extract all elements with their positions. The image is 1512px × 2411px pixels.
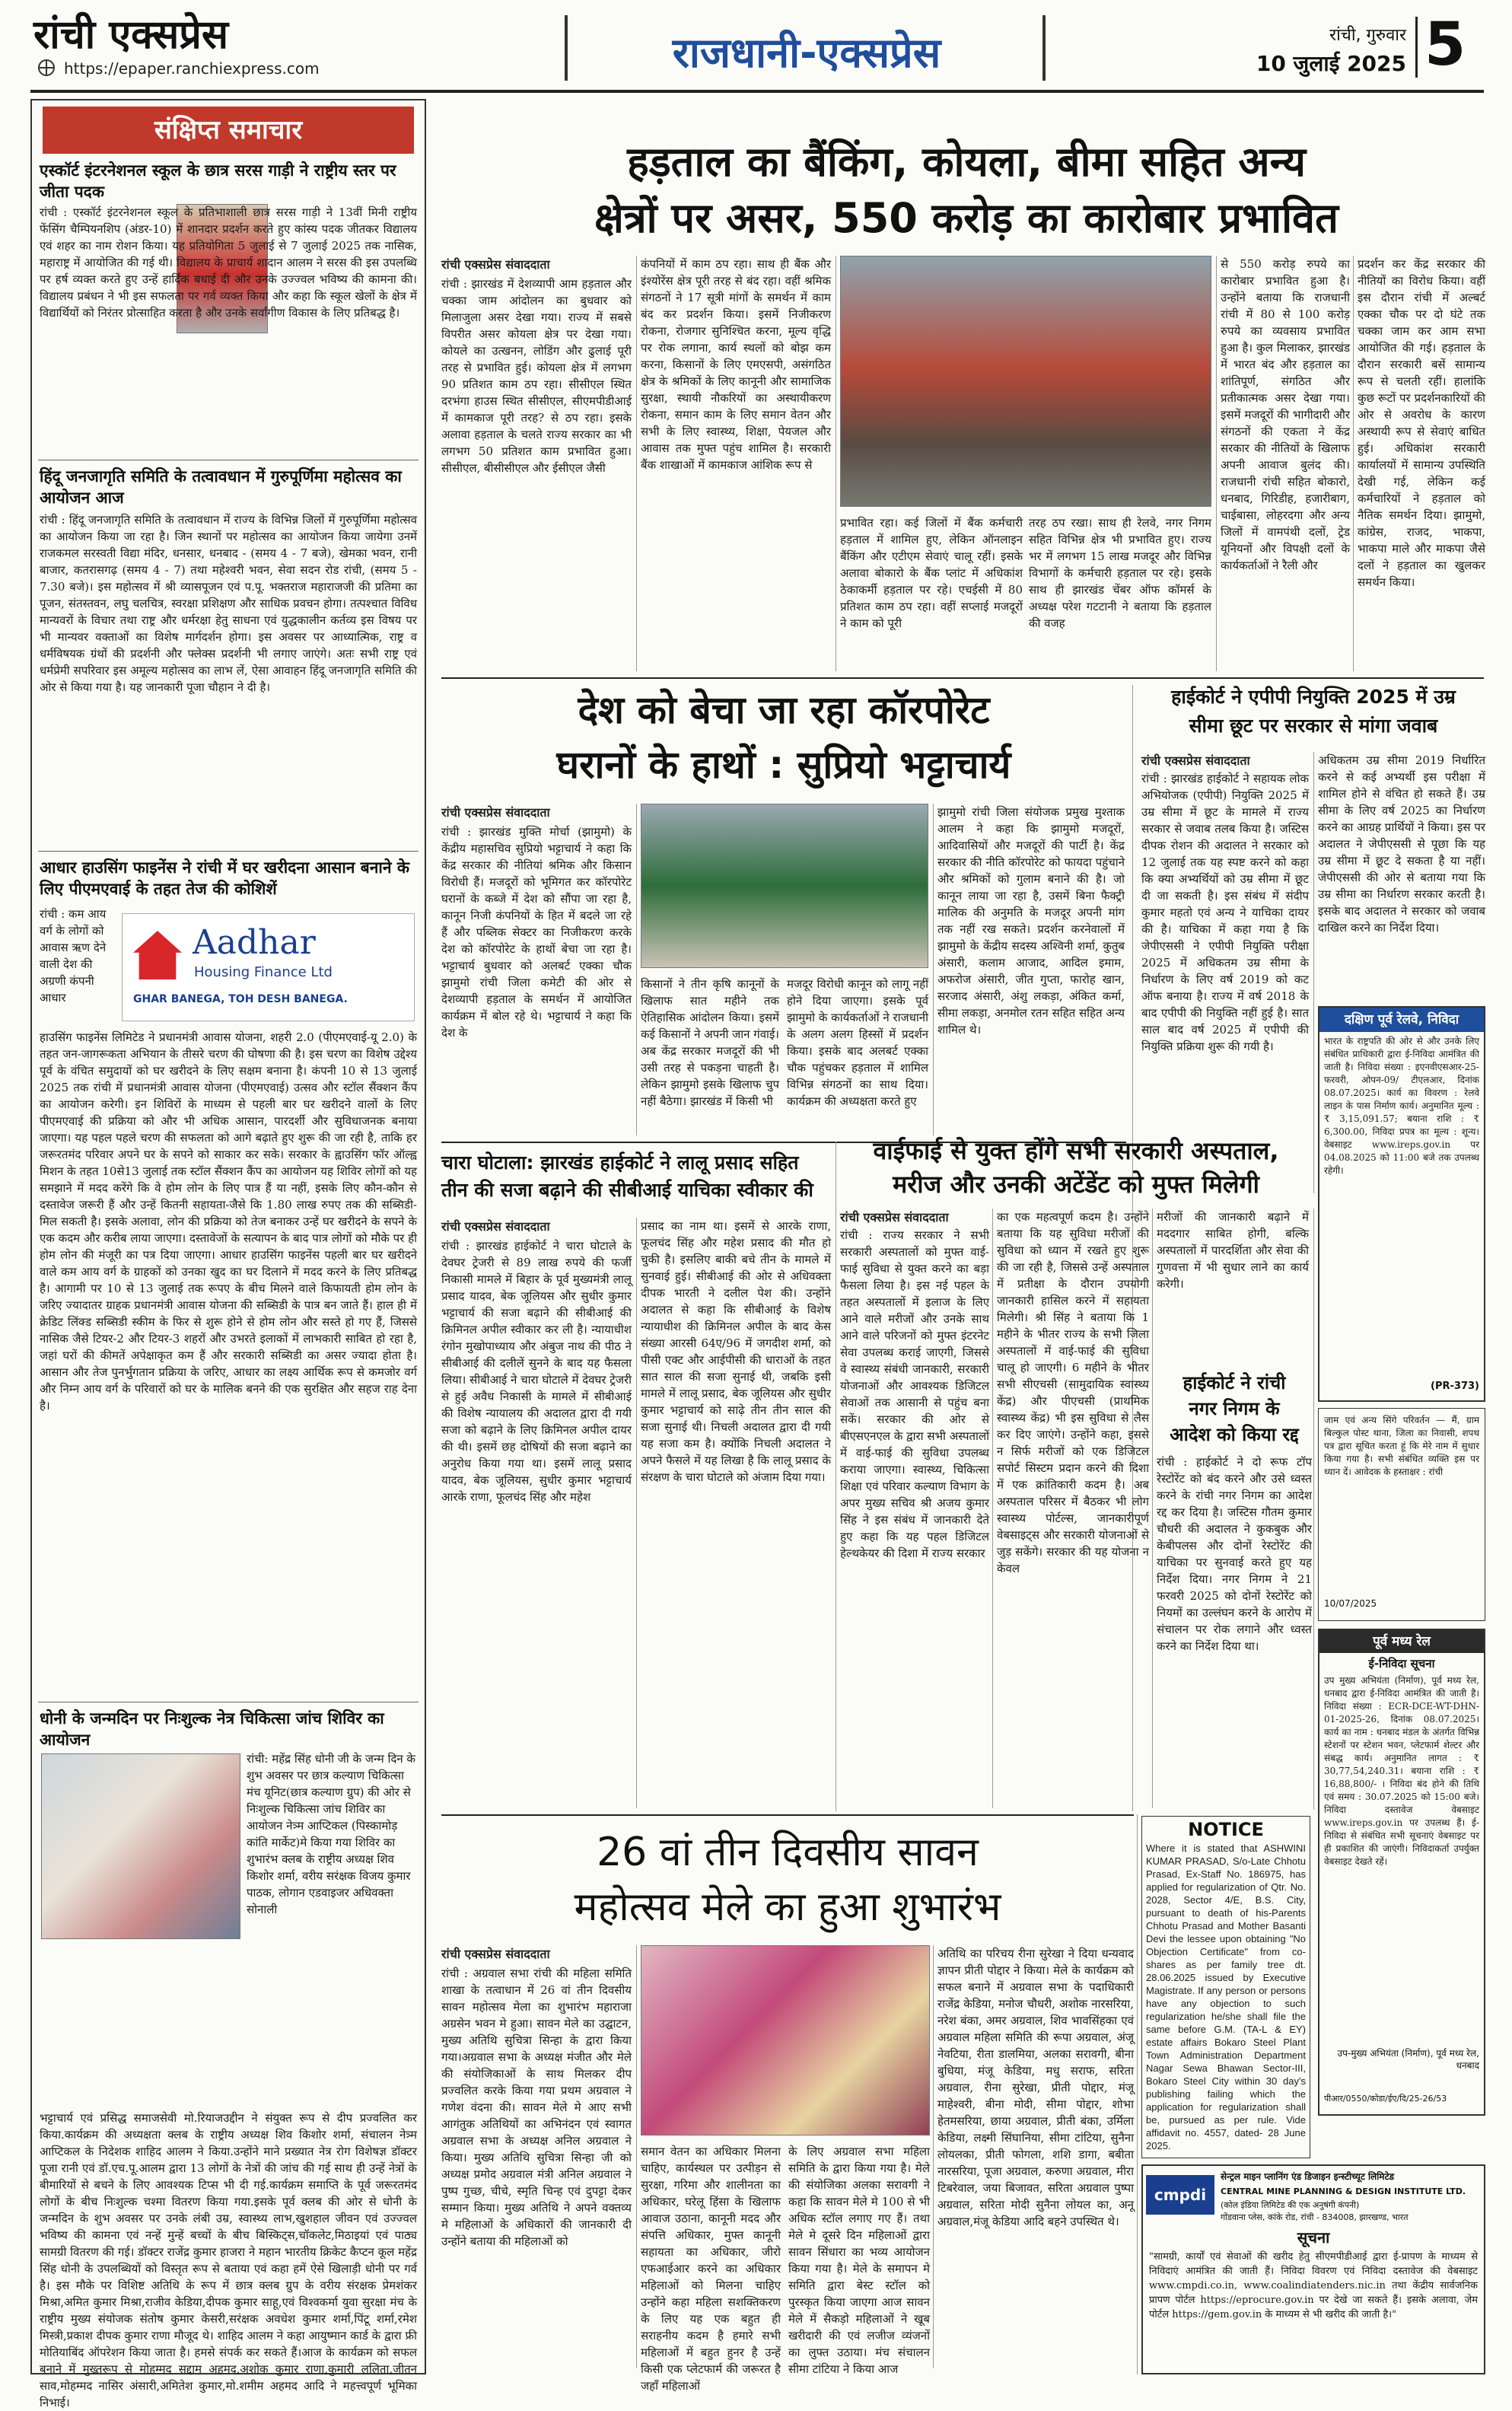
story2-col2: किसानों ने तीन कृषि कानूनों के खिलाफ सात महीने तक ऐतिहासिक आंदोलन किया। इसमें कई किसानों ने अपनी जान गंवाई। अब केंद्र सरकार मजदूरों की भी उसी तरह से पकड़ना चाहती है। लेकिन झामुमो इसके खिलाफ चुप नहीं बैठेगा। झारखंड में किसी भी xyxy=(641,977,779,1108)
cmpdi-sub: (कोल इंडिया लिमिटेड की एक अनुषंगी कंपनी) xyxy=(1221,2200,1360,2210)
tender2-sign: उप-मुख्य अभियंता (निर्माण), पूर्व मध्य रेल, धनबाद xyxy=(1337,2048,1479,2071)
story5-byline: रांची एक्सप्रेस संवाददाता xyxy=(840,1210,949,1225)
story4-byline: रांची एक्सप्रेस संवाददाता xyxy=(441,1219,550,1234)
story3-headline-line1: हाईकोर्ट ने एपीपी नियुक्ति 2025 में उम्र xyxy=(1171,686,1456,708)
story5-headline xyxy=(840,1134,1312,1201)
story5-col2: का एक महत्वपूर्ण कदम है। उन्होंने बताया कि यह सुविधा मरीजों की सुविधा को ध्यान में रखते हुए शुरू की जा रही है, जिससे उन्हें अस्पताल में प्रतीक्षा के दौरान उपयोगी जानकारी हासिल करने में सहायता मिलेगी। श्री सिंह ने बताया कि 1 महीने के भीतर राज्य के सभी जिला अस्पतालों में वाई-फाई की सुविधा चालू हो जाएगी। 6 महीने के भीतर सभी सीएचसी (सामुदायिक स्वास्थ्य केंद्र) और पीएचसी (प्राथमिक स्वास्थ्य केंद्र) भी इस सुविधा से लैस कर दिए जाएंगे। उन्होंने कहा, इससे न सिर्फ मरीजों को एक डिजिटल सपोर्ट सिस्टम प्रदान करने की दिशा में एक क्रांतिकारी कदम है। अब अस्पताल परिसर में बैठकर भी लोग स्वास्थ्य पोर्टल्स, जानकारीपूर्ण वेबसाइट्स और सरकारी योजनाओं से जुड़ सकेंगे। सरकार की यह योजना न केवल xyxy=(997,1210,1149,1575)
tender2-subtitle: ई-निविदा सूचना xyxy=(1368,1657,1435,1671)
masthead xyxy=(0,0,1512,91)
news1-headline: एस्कॉर्ट इंटरनेशनल स्कूल के छात्र सरस गाड़ी ने राष्ट्रीय स्तर पर जीता पदक xyxy=(40,161,396,201)
story5-col3: मरीजों की जानकारी बढ़ाने में मददगार साबित होगी, बल्कि अस्पतालों में पारदर्शिता और सेवा की गुणवत्ता में भी सुधार लाने का कार्य करेगी। xyxy=(1157,1210,1309,1291)
news2-body: रांची : हिंदू जनजागृति समिति के तत्वावधान में राज्य के विभिन्न जिलों में गुरुपूर्णिमा महोत्सव का आयोजन किया जा रहा है। जिन स्थानों पर महोत्सव का आयोजन किया जायेगा उनमें राजकमल सरस्वती विद्या मंदिर, धनसार, धनबाद - (समय 4 - 7 बजे), खेमका भवन, रानी बाजार, कतरासगढ़ (समय 4 - 7) तथा महेश्वरी भवन, सेवा सदन रोड रांची, (समय 5 - 7.30 बजे)। इस महोत्सव में श्री व्यासपूजन एवं प.पू. भक्तराज महाराजजी की प्रतिमा का पूजन, संतस्तवन, लघु चलचित्र, स्वरक्षा प्रशिक्षण और साधिक प्रवचन होगा। तत्पश्चात विविध मान्यवरों के विचार तथा राष्ट्र और धर्मरक्षा हेतु साधना एवं युद्धकालीन कर्तव्य इस विषय पर भी मान्यवर वक्ताओं का विशेष मार्गदर्शन होगा। इस अवसर पर आध्यात्मिक, राष्ट्र व धर्मविषयक ग्रंथों की प्रदर्शनी और फ्लेक्स प्रदर्शनी भी लगाए जाएंगे। अतः सभी राष्ट्र एवं धर्मप्रेमी सपरिवार इस अमूल्य महोत्सव का लाभ लें, ऐसा आवाहन हिंदू जनजागृति समिति की ओर से किया गया है। यह जानकारी पूजा चौहान ने दी है। xyxy=(40,513,417,694)
epaper-url[interactable]: https://epaper.ranchiexpress.com xyxy=(64,59,320,78)
globe-icon xyxy=(38,59,55,76)
story3-col2: अधिकतम उम्र सीमा 2019 निर्धारित करने से कई अभ्यर्थी इस परीक्षा में शामिल होने से वंचित हो सकते हैं। उम्र सीमा के लिए वर्ष 2025 का निर्धारण करने का आग्रह प्रार्थियों ने किया। इस पर अदालत ने जेपीएससी से पूछा कि यह उम्र सीमा में छूट दे सकता है या नहीं। जेपीएससी की ओर से बताया गया कि उम्र सीमा का निर्धारण सरकार करती है। इसके बाद अदालत ने सरकार को जवाब दाखिल करने का निर्देश दिया। xyxy=(1318,753,1485,935)
city-day: रांची, गुरुवार xyxy=(1329,26,1406,45)
section-title: राजधानी-एक्सप्रेस xyxy=(672,29,941,77)
cmpdi-notice-title: सूचना xyxy=(1297,2228,1330,2247)
news4-headline: धोनी के जन्मदिन पर निःशुल्क नेत्र चिकित्सा जांच शिविर का आयोजन xyxy=(40,1709,384,1749)
story2-col1: रांची : झारखंड मुक्ति मोर्चा (झामुमो) के केंद्रीय महासचिव सुप्रियो भट्टाचार्य ने कहा कि केंद्र सरकार की नीतियां श्रमिक और किसान विरोधी हैं। मजदूरों को भूमिगत कर कॉरपोरेट घरानों के कब्जे में देश को सौंपा जा रहा है, कानून निजी कंपनियों के हित में बदले जा रहे हैं और पब्लिक सेक्टर का निजीकरण करके देश को कॉरपोरेट के हाथों बेचा जा रहा है। भट्टाचार्य बुधवार को अलबर्ट एक्का चौक झामुमो रांची जिला कमेटी की ओर से देशव्यापी हड़ताल के समर्थन में आयोजित कार्यक्रम में बोल रहे थे। भट्टाचार्य ने कहा कि देश के xyxy=(441,825,632,1040)
house-icon xyxy=(133,931,182,979)
tender1-ref: (PR-373) xyxy=(1431,1381,1479,1392)
story1-col3: प्रभावित रहा। कई जिलों में बैंक कर्मचारी हड़ताल में शामिल हुए, लेकिन ऑनलाइन बैंकिंग और एटीएम सेवाएं चालू रहीं। इसके अलावा बोकारो के बैंक प्लांट में अधिकांश ठेकाकर्मी हड़ताल पर रहे। एचईसी में 80 प्रतिशत काम ठप रहा। वहीं सप्लाई मजदूरों ने काम को पूरी xyxy=(840,516,1023,630)
cmpdi-org: सेन्ट्रल माइन प्लानिंग एंड डिजाइन इन्स्टीच्यूट लिमिटेड xyxy=(1221,2171,1395,2182)
story1-byline: रांची एक्सप्रेस संवाददाता xyxy=(441,257,550,272)
story5-col1: रांची : राज्य सरकार ने सभी सरकारी अस्पतालों को मुफ्त वाई-फाई सुविधा से युक्त करने का बड़ा फैसला लिया है। इस नई पहल के तहत अस्पतालों में इलाज के लिए आने वाले मरीजों और उनके साथ आने वाले परिजनों को मुफ्त इंटरनेट सेवा उपलब्ध कराई जाएगी, जिससे वे स्वास्थ्य संबंधी जानकारी, सरकारी योजनाओं और आवश्यक डिजिटल सेवाओं तक आसानी से पहुंच बना सकें। सरकार की ओर से बीएसएनएल के द्वारा सभी अस्पतालों में वाई-फाई की सुविधा उपलब्ध कराया जाएगा। स्वास्थ्य, चिकित्सा शिक्षा एवं परिवार कल्याण विभाग के अपर मुख्य सचिव श्री अजय कुमार सिंह ने इस संबंध में जानकारी देते हुए कहा कि यह पहल डिजिटल हेल्थकेयर की दिशा में राज्य सरकार xyxy=(840,1228,989,1560)
story7-col3: के लिए अग्रवाल सभा महिला समिति के द्वारा किया गया है। मेले की संयोजिका अलका सरावगी ने कहा कि सावन मेले मे 100 से भी अधिक स्टॉल लगाए गए हैं। तथा मेले मे दूसरे दिन महिलाओं द्वारा सावन सिंधारा का भव्य आयोजन किया गया है। मेले के समापन मे समिति द्वारा बेस्ट स्टॉल को पुरस्कृत किया जाएगा आज सावन मेले में सैकड़ो महिलाओं ने खूब खरीदारी की एवं लजीज व्यंजनों का लुफ्त उठाया। मंच संचालन सीमा टांटिया ने किया आज xyxy=(788,2145,930,2376)
story7-headline-line1: 26 वां तीन दिवसीय सावन xyxy=(597,1830,979,1875)
story6-body: रांची : हाईकोर्ट ने दो रूफ टॉप रेस्टोरेंट को बंद करने और उसे ध्वस्त करने के रांची नगर निगम का आदेश रद्द कर दिया है। जस्टिस गौतम कुमार चौधरी की अदालत ने कुकबुक और केबीपलस और दोनों रेस्टोरेंट की याचिका पर सुनवाई करते हुए यह निर्देश दिया। नगर निगम ने 21 फरवरी 2025 को दोनों रेस्टोरेंट को नियमों का उल्लंघन करने के आरोप में संचालन पर रोक लगाने और ध्वस्त करने का निर्देश दिया था। xyxy=(1157,1455,1312,1653)
story7-col4: अतिथि का परिचय रीना सुरेखा ने दिया धन्यवाद ज्ञापन प्रीती पोद्दार ने किया। मेले के कार्यक्रम को सफल बनाने में अग्रवाल सभा के पदाधिकारी राजेंद्र केडिया, मनोज चौधरी, अशोक नारसरिया, नरेश बंका, अमर अग्रवाल, शिव भावसिंहका एवं अग्रवाल महिला समिति की रूपा अग्रवाल, अंजू नेवटिया, रीता डालमिया, अलका सरावगी, बीना बुधिया, मंजू केडिया, मधु सराफ, सरिता अग्रवाल, रीना सुरेखा, प्रीती पोद्दार, मंजू माहेश्वरी, बीना मोदी, सीमा पोद्दार, शोभा हेतमसरिया, छाया अग्रवाल, प्रीती बंका, उर्मिला केडिया, लक्ष्मी सिंघानिया, सीमा टांटिया, सुनैना लोयलका, प्रीती फोगला, शशि डागा, बबीता नारसरिया, पूजा अग्रवाल, करुणा अग्रवाल, मीरा टिबरेवाल, जया बिजावत, सरिता अग्रवाल पुष्पा अग्रवाल, सरिता मोदी सुनैना लोयल का, अनू अग्रवाल,मंजू केडिया आदि बहने उपस्थित थे। xyxy=(937,1947,1134,2228)
cmpdi-addr: गोंडवाना प्लेस, कांके रोड, रांची - 834008, झारखण्ड, भारत xyxy=(1221,2212,1409,2222)
story5-headline-text2: मरीज और उनकी अटेंडेंट को मुफ्त मिलेगी xyxy=(893,1170,1259,1199)
news4-lead: रांची: महेंद्र सिंह धोनी जी के जन्म दिन के शुभ अवसर पर छात्र कल्याण चिकित्सा मंच यूनिट(छात्र कल्याण ग्रुप) की ओर से निःशुल्क चिकित्सा जांच शिविर का आयोजन नेत्र्म आप्टिकल (पिस्कामोड़ कांति मार्केट)मे किया गया शिविर का शुभारंभ क्लब के राष्ट्रीय अध्यक्ष शिव किशोर शर्मा, वरीय सरंक्षक विजय कुमार पाठक, लोगान एडवाइजर अधिवक्ता सोनाली xyxy=(247,1752,415,1916)
aadhar-logo-tag: GHAR BANEGA, TOH DESH BANEGA. xyxy=(133,993,348,1005)
news4-body: भट्टाचार्य एवं प्रसिद्ध समाजसेवी मो.रियाजउद्दीन ने संयुक्त रूप से दीप प्रज्वलित कर किया.कार्यक्रम की अध्यक्षता क्लब के राष्ट्रीय अध्यक्ष शिव किशोर शर्मा, संचालन नेत्र्म आप्टिकल के निदेशक शाहिद आलम ने किया.उन्होंने माने प्रख्यात नेत्र रोग विशेषज्ञ डॉक्टर पूजा रानी एवं डॉ.एच.पू.आलम द्वारा 13 लोगों के नेत्रों की जांच की गई साथ ही उन्हें नेत्रों के बीमारियों से बचने के लिए आवश्यक टिप्स भी दी गई.कार्यक्रम समाप्ति के पूर्व जरूरतमंद लोगों के बीच निःशुल्क चश्मा वितरण किया गया.इसके पूर्व क्लब की ओर से धोनी के जन्मदिन के शुभ अवसर पर उनके लंबी उम्र, स्वास्थ्य लाभ,खुशहाल जीवन एवं उज्ज्वल भविष्य की कामना एवं नन्हें मुन्हें बच्चों के बीच बिस्किट्स,चॉकलेट,मिठाइयां एवं पाठ्य सामग्री वितरण की गई। डॉक्टर राजेंद्र कुमार हाजरा ने महान भारतीय क्रिकेट कैप्टन कूल महेंद्र सिंह धोनी के उपलब्धियों को विस्तृत रूप से बताया एवं कहा हमें ऐसे खिलाड़ी धोनी पर गर्व है। इस मौके पर विशिष्ट अतिथि के रूप में छात्र क्लब ग्रुप के वरीय संरक्षक प्रेमशंकर मिश्रा,अमित कुमार मिश्रा,राजीव केडिया,दीपक कुमार साहू,एवं विश्वकर्मा युवा सुरक्षा मंच के राष्ट्रीय मुख्य संयोजक संतोष कुमार केसरी,सरंक्षक अवधेश कुमार शर्मा,पिंटू शर्मा,रमेश मिस्त्री,प्रकाश दीपक कुमार राणा मौजूद थे। शाहिद आलम ने कहा आयुष्मान कार्ड के द्वारा फ्री मोतियाबिंद ऑपरेशन किया जाता है। हमसे संपर्क कर सकते हैं।आज के कार्यक्रम को सफल बनाने में मुख्तरूप से मोहम्मद सद्दाम अहमद,अशोक कुमार राणा,कुमारी ललिता,जीतन साव,मोहम्मद नासिर अंसारी,अमितेश कुमार,मो.शमीम अहमद आदि ने महत्त्वपूर्ण भूमिका निभाई। xyxy=(40,2111,417,2409)
story3-headline-line2: सीमा छूट पर सरकार से मांगा जवाब xyxy=(1189,715,1438,737)
notice-body: Where it is stated that ASHWINI KUMAR PRASAD, S/o-Late Chhotu Prasad, Ex-Staff No. 186975, has applied for regularization of Qtr. No. 2028, Sector 4/E, B.S. City, pursuant to death of his-Parents Chhotu Prasad and Mother Basanti Devi the lessee upon obtaining "No Objection Certificate" from co-shares as per family tree dt. 28.06.2025 issued by Executive Magistrate. If any person or persons have any objection to such regularization he/she shall file the same before G.M. (TA-L & EY) estate affairs Bokaro Steel Plant Town Administration Department Nagar Sewa Bhawan Sector-III, Bokaro Steel City within 30 day's publishing failing which the application for regularization shall be, pursued as per rule. Vide affidavit no. 4557, dated- 28 June 2025. xyxy=(1146,1842,1306,2151)
story4-headline-line1: चारा घोटाला: झारखंड हाईकोर्ट ने लालू प्रसाद सहित xyxy=(441,1151,799,1174)
story1-col5: से 550 करोड़ रुपये का कारोबार प्रभावित हुआ है। उन्होंने बताया कि राजधानी रांची में 80 से 100 करोड़ रुपये का व्यवसाय प्रभावित हुआ है। कुल मिलाकर, झारखंड में भारत बंद और हड़ताल का शांतिपूर्ण, संगठित और प्रतीकात्मक असर देखा गया। इसमें मजदूरों की भागीदारी और संगठनों की एकता ने केंद्र सरकार की नीतियों के खिलाफ अपनी आवाज बुलंद की। राजधानी रांची सहित बोकारो, धनबाद, गिरिडीह, हजारीबाग, चाईबासा, लोहरदगा और अन्य जिलों में वामपंथी दलों, ट्रेड यूनियनों और विपक्षी दलों के कार्यकर्ताओं ने रैली और xyxy=(1221,257,1350,572)
cmpdi-org-en: CENTRAL MINE PLANNING & DESIGN INSTITUTE LTD. xyxy=(1221,2186,1466,2196)
story7-headline-line2: महोत्सव मेले का हुआ शुभारंभ xyxy=(574,1884,1001,1930)
news2-headline: हिंदू जनजागृति समिति के तत्वावधान में गुरुपूर्णिमा महोत्सव का आयोजन आज xyxy=(40,467,402,507)
story6-headline xyxy=(1157,1370,1312,1448)
small-notice-date: 10/07/2025 xyxy=(1324,1598,1377,1609)
story3-col1: रांची : झारखंड हाईकोर्ट ने सहायक लोक अभियोजक (एपीपी) नियुक्ति 2025 में उम्र सीमा में छूट के मामले में राज्य सरकार से जवाब तलब किया है। जस्टिस दीपक रोशन की अदालत ने सरकार को 12 जुलाई तक यह स्पष्ट करने को कहा कि क्या अभ्यर्थियों को उम्र सीमा में छूट दी जा सकती है। इस संबंध में संदीप कुमार महतो एवं अन्य ने याचिका दायर की है। याचिका में कहा गया है कि जेपीएससी ने एपीपी नियुक्ति परीक्षा 2025 में अधिकतम उम्र सीमा के निर्धारण के लिए वर्ष 2019 को कट ऑफ बनाया है। राज्य में वर्ष 2018 के बाद एपीपी की नियुक्ति नहीं हुई है। सात साल बाद वर्ष 2025 में एपीपी की नियुक्ति प्रक्रिया शुरू की गयी है। xyxy=(1141,772,1309,1053)
story2-byline: रांची एक्सप्रेस संवाददाता xyxy=(441,805,550,820)
story3-byline: रांची एक्सप्रेस संवाददाता xyxy=(1141,753,1250,768)
news1-body: रांची : एस्कॉर्ट इंटरनेशनल स्कूल के प्रतिभाशाली छात्र सरस गाड़ी ने 13वीं मिनी राष्ट्रीय फेंसिंग चैम्पियनशिप (अंडर-10) में शानदार प्रदर्शन करते हुए कांस्य पदक जीतकर विद्यालय एवं शहर का नाम रोशन किया। यह प्रतियोगिता 5 जुलाई से 7 जुलाई 2025 तक नासिक, महाराष्ट्र में आयोजित की गई थी। विद्यालय के प्राचार्य शादान आलम ने सरस की इस उपलब्धि पर हर्ष व्यक्त करते हुए उन्हें हार्दिक बधाई दी और उनके उज्ज्वल भविष्य की कामना की। विद्यालय प्रबंधन ने भी इस सफलता पर गर्व व्यक्त किया और कहा कि स्कूल खेलों के क्षेत्र में विद्यार्थियों को निरंतर प्रोत्साहित करता है और उनके सर्वांगीण विकास के लिए प्रतिबद्ध है। xyxy=(40,205,417,320)
story1-headline-line1: हड़ताल का बैंकिंग, कोयला, बीमा सहित अन्य xyxy=(627,138,1306,186)
story6-headline-text1: हाईकोर्ट ने रांची xyxy=(1183,1372,1286,1393)
notice-title: NOTICE xyxy=(1188,1819,1264,1840)
issue-date: 10 जुलाई 2025 xyxy=(1256,51,1406,76)
sidebar-title: संक्षिप्त समाचार xyxy=(43,107,414,154)
story1-col4: तरह ठप रखा। साथ ही रेलवे, नगर निगम सहित विभिन्न क्षेत्र भी प्रभावित हुए। राज्य भर में लगभग 15 लाख मजदूर और विभिन्न विभागों के कर्मचारी हड़ताल पर रहे। इसके साथ ही झारखंड चेंबर ऑफ कॉमर्स के अध्यक्ष परेश गटटानी ने बताया कि हड़ताल की वजह xyxy=(1029,516,1211,630)
story6-headline-text2: नगर निगम के xyxy=(1189,1398,1280,1419)
news3-headline: आधार हाउसिंग फाइनेंस ने रांची में घर खरीदना आसान बनाने के लिए पीएमएवाई के तहत तेज की कोशिशें xyxy=(40,858,409,898)
story1-col2: कंपनियों में काम ठप रहा। साथ ही बैंक और इंश्योरेंस क्षेत्र पूरी तरह से बंद रहा। वहीं श्रमिक संगठनों ने 17 सूत्री मांगों के समर्थन में काम बंद कर प्रदर्शन किया। इसमें निजीकरण रोकना, रोजगार सुनिश्चित करना, मूल्य वृद्धि पर रोक लगाना, कार्य स्थलों को बोझ कम करना, किसानों के लिए एमएसपी, असंगठित क्षेत्र के श्रमिकों के लिए कानूनी और सामाजिक सुरक्षा, स्थायी नौकरियों का अस्थायीकरण रोकना, समान काम के लिए समान वेतन और सभी के लिए स्वास्थ्य, शिक्षा, पेयजल और आवास तक मुफ्त पहुंच शामिल है। सरकारी बैंक शाखाओं में कामकाज आंशिक रूप से xyxy=(641,257,831,472)
small-notice-body: जाम एवं अन्य सिंगे परिवर्तन — मैं, ग्राम बिल्कुल पोस्ट थाना, जिला का निवासी, शपथ पत्र द्वारा सूचित करता हूं कि मेरे नाम में सुधार किया गया है। सभी संबंधित व्यक्ति इस पर ध्यान दें। आवेदक के हस्ताक्षर : रांची xyxy=(1324,1415,1479,1477)
story4-col2: प्रसाद का नाम था। इसमें से आरके राणा, फूलचंद सिंह और महेश प्रसाद की मौत हो चुकी है। इसलिए बाकी बचे तीन के मामले में सुनवाई हुई। सीबीआई की ओर से अधिवक्ता दीपक भारती ने दलील पेश की। उन्होंने अदालत से कहा कि सीबीआई के विशेष न्यायाधीश की क्रिमिनल अपील के बाद केस संख्या आरसी 64ए/96 में जगदीश शर्मा, को पीसी एक्ट और आईपीसी की धाराओं के तहत सात साल की सजा सुनाई थी, जबकि इसी मामले में लालू प्रसाद, बेक जूलियस और सुधीर कुमार भट्टाचार्य को साढ़े तीन तीन साल की सजा सुनाई थी। निचली अदालत द्वारा दी गयी यह सजा कम है। क्योंकि निचली अदालत ने अपने फैसले में यह लिखा है कि लालू प्रसाद के संरक्षण के चारा घोटाले को अंजाम दिया गया। xyxy=(641,1219,831,1484)
story7-col1: रांची : अग्रवाल सभा रांची की महिला समिति शाखा के तत्वाधान में 26 वां तीन दिवसीय सावन महोत्सव मेला का शुभारंभ महाराजा अग्रसेन भवन मे हुआ। सावन मेले का उद्घाटन, मुख्य अतिथि सुचित्रा सिन्हा के द्वारा किया गया।अग्रवाल सभा के अध्यक्ष मंजीत और मेले की संयोजिकाओं के साथ मिलकर दीप प्रज्वलित करके किया गया प्रथम अग्रवाल ने गणेश वंदना की। सावन मेले मे आए सभी आगंतुक अतिथियों का अभिनंदन एवं स्वागत अग्रवाल सभा के अध्यक्ष अनिल अग्रवाल ने किया। मुख्य अतिथि सुचित्रा सिन्हा जी को अध्यक्ष प्रमोद अग्रवाल मंत्री अनिल अग्रवाल ने पुष्प गुच्छ, चीचे, स्मृति चिन्ह एवं दुपट्टा देकर सम्मान किया। मुख्य अतिथि ने अपने वक्तव्य मे महिलाओं के अधिकारों की जानकारी दी उन्होंने बताया की महिलाओं को xyxy=(441,1967,632,2248)
tender2-body: उप मुख्य अभियंता (निर्माण), पूर्व मध्य रेल, धनबाद द्वारा ई-निविदा आमंत्रित की जाती है। निविदा संख्या : ECR-DCE-WT-DHN-01-2025-26, दिनांक 08.07.2025। कार्य का नाम : धनबाद मंडल के अंतर्गत विभिन्न स्टेशनों पर स्टेशन भवन, प्लेटफार्म शेल्टर और संबद्ध कार्य। अनुमानित लागत : ₹ 30,77,54,240.31। बयाना राशि : ₹ 16,88,800/- । निविदा बंद होने की तिथि एवं समय : 30.07.2025 को 15:00 बजे। निविदा दस्तावेज वेबसाइट www.ireps.gov.in पर उपलब्ध हैं। ई-निविदा से संबंधित सभी सूचनाएं वेबसाइट पर ही प्रकाशित की जाएंगी। निविदाकर्ता उपर्युक्त वेबसाइट देखते रहें। xyxy=(1324,1675,1479,1867)
story7-byline: रांची एक्सप्रेस संवाददाता xyxy=(441,1947,550,1961)
story5-headline-text1: वाईफाई से युक्त होंगे सभी सरकारी अस्पताल, xyxy=(873,1136,1279,1165)
news3-lead: रांची : कम आय वर्ग के लोगों को आवास ऋण देने वाली देश की अग्रणी कंपनी आधार xyxy=(40,907,107,1005)
aadhar-logo-sub: Housing Finance Ltd xyxy=(194,964,333,980)
story1-headline-line2: क्षेत्रों पर असर, 550 करोड़ का कारोबार प्रभावित xyxy=(594,194,1339,242)
strike-rally-photo xyxy=(840,256,1211,507)
story2-headline-line2: घरानों के हाथों : सुप्रियो भट्टाचार्य xyxy=(556,743,1011,787)
tender1-title: दक्षिण पूर्व रेलवे, निविदा xyxy=(1319,1008,1484,1032)
tender2-title: पूर्व मध्य रेल xyxy=(1319,1630,1484,1653)
story4-headline-line2: तीन की सजा बढ़ाने की सीबीआई याचिका स्वीकार की xyxy=(441,1179,813,1201)
story2-col3: मजदूर विरोधी कानून को लागू नहीं होने दिया जाएगा। इसके पूर्व झामुमो के कार्यकर्ताओं ने राजधानी के अलग अलग हिस्सों में प्रदर्शन किया। इसके बाद अलबर्ट एक्का चौक पहुंचकर हड़ताल में शामिल विभिन्न संगठनों का साथ दिया। कार्यक्रम की अध्यक्षता करते हुए xyxy=(787,977,928,1108)
story2-headline-line1: देश को बेचा जा रहा कॉरपोरेट xyxy=(578,688,990,732)
story1-col1: रांची : झारखंड में देशव्यापी आम हड़ताल और चक्का जाम आंदोलन का बुधवार को मिलाजुला असर देखा गया। राज्य में सबसे विपरीत असर कोयला क्षेत्र पर देखा गया। कोयले का उत्खनन, लोडिंग और ढुलाई पूरी तरह से प्रभावित हुई। कोयला क्षेत्र में लगभग 90 प्रतिशत काम ठप रहा। सीसीएल स्थित दरभंगा हाउस स्थित सीसीएल, सीएमपीडीआई में कामकाज पूरी तरह? से ठप रहा। इसके अलावा हड़ताल के चलते राज्य सरकार का भी लगभग 50 प्रतिशत काम प्रभावित हुआ। सीसीएल, बीसीसीएल और ईसीएल जैसी xyxy=(441,277,632,475)
story4-col1: रांची : झारखंड हाईकोर्ट ने चारा घोटाले के देवघर ट्रेजरी से 89 लाख रुपये की फर्जी निकासी मामले में बिहार के पूर्व मुख्यमंत्री लालू प्रसाद यादव, बेक जूलियस और सुधीर कुमार भट्टाचार्य की सजा बढ़ाने की सीबीआई की क्रिमिनल अपील स्वीकार कर ली है। न्यायाधीश रंगोन मुखोपाध्याय और अंबुज नाथ की पीठ ने सीबीआई की दलीलें सुनने के बाद यह फैसला लिया। सीबीआई ने चारा घोटाले में देवघर ट्रेजरी से हुई अवैध निकासी के मामले में सीबीआई की विशेष न्यायालय की अदालत द्वारा दी गयी सजा को बढ़ाने के लिए क्रिमिनल अपील दायर की थी। इसमें छह दोषियों की सजा बढ़ाने का अनुरोध किया गया था। इसमें लालू प्रसाद यादव, बेक जूलियस, सुधीर कुमार भट्टाचार्य आरके राणा, फूलचंद सिंह और महेश xyxy=(441,1239,632,1504)
aadhar-logo xyxy=(122,913,415,1021)
jmm-protest-photo xyxy=(641,804,928,968)
aadhar-logo-name: Aadhar xyxy=(193,923,316,962)
story1-col6: प्रदर्शन कर केंद्र सरकार की नीतियों का विरोध किया। वहीं इस दौरान रांची में अल्बर्ट एक्का चौक पर दो घंटे तक चक्का जाम कर आम सभा आयोजित की गई। हड़ताल के दौरान सरकारी बसें सामान्य रूप से चलती रहीं। हालांकि कुछ रूटों पर प्रदर्शनकारियों की ओर से अवरोध के कारण अस्थायी रूप से सेवाएं बाधित हुई। अधिकांश सरकारी कार्यालयों में सामान्य उपस्थिति देखी गई, लेकिन कई कर्मचारियों ने हड़ताल को नैतिक समर्थन दिया। झामुमो, कांग्रेस, राजद, भाकपा, भाकपा माले और माकपा जैसे दलों ने हड़ताल का खुलकर समर्थन किया। xyxy=(1358,257,1485,589)
story6-headline-text3: आदेश को किया रद्द xyxy=(1170,1424,1299,1445)
eye-camp-photo xyxy=(41,1753,240,1939)
story7-col2: समान वेतन का अधिकार मिलना चाहिए, कार्यस्थल पर उत्पीड़न से सुरक्षा, गरिमा और शालीनता का अधिकार, घरेलू हिंसा के खिलाफ आवाज उठाना, कानूनी मदद और संपत्ति अधिकार, मुफ्त कानूनी सहायता का अधिकार, जीरो एफआईआर करने का अधिकार महिलाओं को मिलना चाहिए उन्होंने कहा महिला सशक्तिकरण के लिए यह एक बहुत ही सराहनीय कदम है हमारे सभी महिलाओं में बहुत हुनर है उन्हें किसी एक प्लेटफार्म की जरूरत है जहाँ महिलाओं xyxy=(641,2145,781,2393)
brand-logo: रांची एक्सप्रेस xyxy=(33,11,229,58)
story2-col4: झामुमो रांची जिला संयोजक प्रमुख मुश्ताक आलम ने कहा कि झामुमो मजदूरों, आदिवासियों और मजदूरों की पार्टी है। केंद्र सरकार की नीति कॉरपोरेट को फायदा पहुंचाने और श्रमिकों को गुलाम बनाने की है। जो कानून लाया जा रहा है, उसमें बिना फैक्ट्री मालिक की अनुमति के मजदूर अपनी मांग तक नहीं रख सकते। प्रदर्शन करनेवालों में झामुमो के केंद्रीय सदस्य अश्विनी शर्मा, कुतुब अंसारी, कलाम आजाद, आदिल इमाम, अफरोज अंसारी, जीत गुप्ता, फारोह खान, सरजाद अंसारी, अंशु लकड़ा, अंकित कर्मा, सीमा लकड़ा, अनमोल रतन सहित सहित अन्य शामिल थे। xyxy=(937,805,1125,1037)
cmpdi-body: "सामग्री, कार्यों एवं सेवाओं की खरीद हेतु सीएमपीडीआई द्वारा ई-प्रापण के माध्यम से निविदाएं आमंत्रित की जाती हैं। निविदा विवरण एवं निविदा दस्तावेज की वेबसाइट www.cmpdi.co.in, www.coalindiatenders.nic.in तथा केंद्रीय सार्वजनिक प्रापण पोर्टल https://eprocure.gov.in पर देखे जा सकते हैं। इसके अलावा, जेम पोर्टल https://gem.gov.in के माध्यम से भी खरीद की जाती है।" xyxy=(1149,2251,1478,2320)
sawan-mela-photo xyxy=(641,1945,930,2136)
cmpdi-logo: cmpdi xyxy=(1146,2175,1214,2215)
news3-body: हाउसिंग फाइनेंस लिमिटेड ने प्रधानमंत्री आवास योजना, शहरी 2.0 (पीएमएवाई-यू 2.0) के तहत जन-जागरूकता अभियान के तीसरे चरण की घोषणा की है। इस चरण का विशेष उद्देश्य पूर्व के वंचित समुदायों को घर खरीदने के लिए सक्षम बनाना है। कंपनी 10 से 13 जुलाई 2025 तक रांची में प्रधानमंत्री आवास योजना (पीएमएवाई) उत्सव और स्टॉल सैंक्शन कैंप का आयोजन करेगी। इन शिविरों के माध्यम से पहली बार घर खरीदने वालों के लिए पीएमएवाई की प्रक्रिया को और भी अधिक आसान, पारदर्शी और सुविधाजनक बनाया जाएगा। यह पहल पहले चरण की सफलता को आगे बढ़ाते हुए शुरू की जा रही है, ताकि हर जरूरतमंद परिवार अपने घर के सपने को साकार कर सके। सरकार के ह्वाउसिंग फॉर ऑल्ह्व मिशन के तहत 10से13 जुलाई तक स्टॉल सैंक्शन कैंप का आयोजन यह शिविर लोगों को यह समझाने में मदद करेंगे कि वे होम लोन के लिए पात्र हैं या नहीं, इसके लिए कौन-कौन से दस्तावेज जरूरी हैं और उन्हें कितनी सहायता-जैसे कि 1.80 लाख रुपए तक की सब्सिडी-मिल सकती है। इसके अलावा, लोन की प्रक्रिया को तेज बनाकर उन्हें घर खरीदने के सपने के एक कदम और करीब लाया जाएगा। दस्तावेजों के सत्यापन के बाद पात्र लोगों को मौके पर ही होम लोन की मंजूरी का पत्र दिया जाएगा। आधार हाउसिंग फाइनेंस पहली बार घर खरीदने वाले कम आय वर्ग के ग्राहकों को उनका खुद का घर दिलाने में मदद करने के लिए प्रतिबद्ध है। आगामी पर 10 से 13 जुलाई तक रूपए के बीच मिलने वाले किफायती होम लोन के जरिए ज्यादातर ग्राहक प्रधानमंत्री आवास योजना की सब्सिडी के पात्र बन जाते हैं। हाल ही में क्रेडिट लिंक्ड सब्सिडी स्कीम के फिर से शुरू होने से होम लोन और सस्ते हो गए हैं, जिससे नासिक जैसे टियर-2 और टियर-3 शहरों और उभरते इलाकों में लाभकारी साबित हो रहा है, जहां घरों की कीमतें अपेक्षाकृत कम हैं और सरकारी सब्सिडी का असर ज्यादा होता है। आसान और तेज पुनर्भुगतान प्रक्रिया के जरिए, आधार का लक्ष्य आर्थिक रूप से कमजोर वर्ग और निम्न आय वर्ग के परिवारों को घर के मालिक बनने की एक सुरक्षित और सहज राह देना है। xyxy=(40,1030,417,1413)
page-number: 5 xyxy=(1424,11,1466,79)
tender1-body: भारत के राष्ट्रपति की ओर से और उनके लिए संबंधित प्राधिकारी द्वारा ई-निविदा आमंत्रित की जाती है। निविदा संख्या : इएनवीएसआर-25-फरवरी, ओपन-09/ टीएलआर, दिनांक 08.07.2025। कार्य का विवरण : रेलवे लाइन के पास निर्माण कार्य। अनुमानित मूल्य : ₹ 3,15,091.57; बयाना राशि : ₹ 6,300.00, निविदा प्रपत्र का मूल्य : शून्य। वेबसाइट www.ireps.gov.in पर 04.08.2025 को 11:00 बजे तक उपलब्ध रहेगी। xyxy=(1324,1036,1479,1176)
tender2-ref: पीआर/0550/कोडा/ईए/दि/25-26/53 xyxy=(1324,2094,1447,2104)
